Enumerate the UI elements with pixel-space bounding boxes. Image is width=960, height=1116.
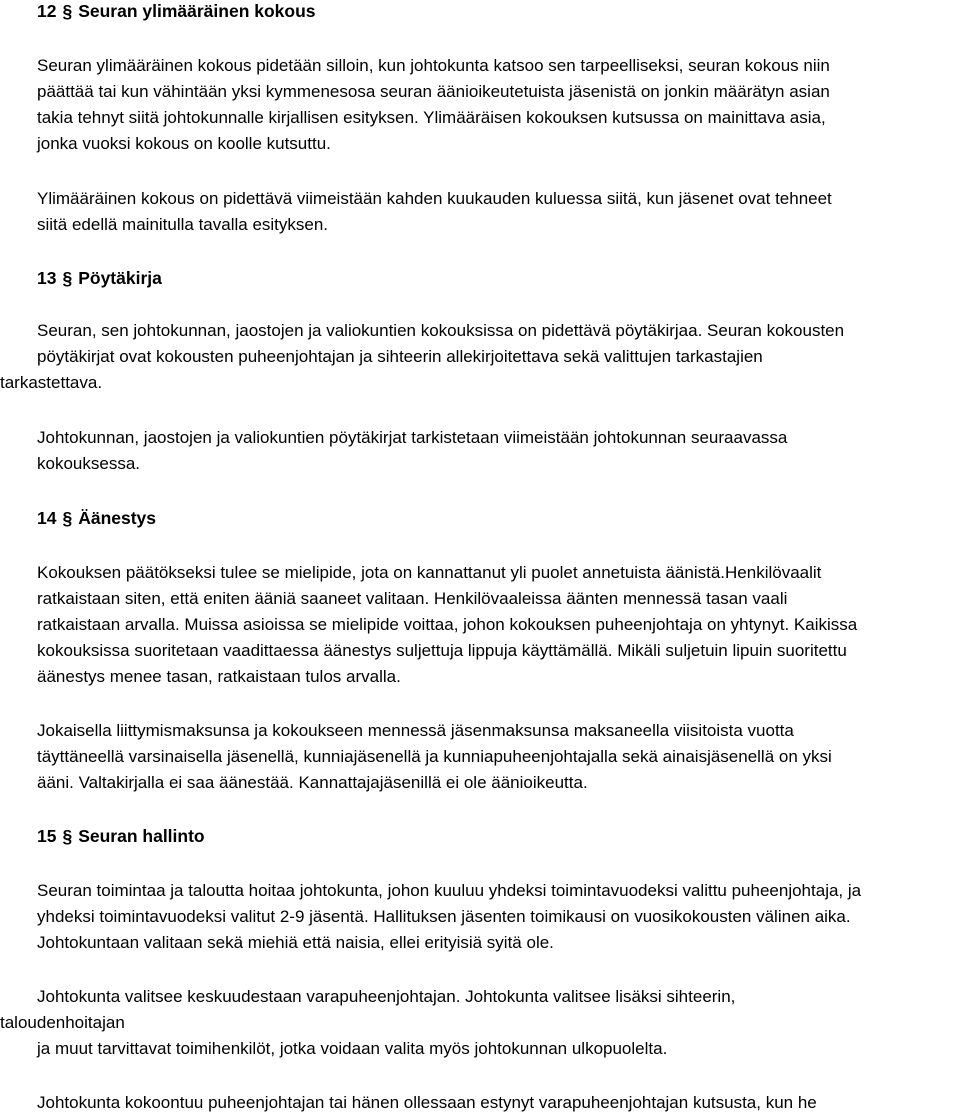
text-line: jonka vuoksi kokous on koolle kutsuttu. bbox=[37, 134, 331, 153]
section-number: 13 bbox=[37, 268, 57, 288]
text-line: Seuran, sen johtokunnan, jaostojen ja valiokuntien kokouksissa on pidettävä pöytäkirjaa. Seuran kokousten bbox=[37, 321, 845, 340]
text-line: ratkaistaan arvalla. Muissa asioissa se mielipide voittaa, johon kokouksen puheenjohtaja on yhtynyt. Kaikissa bbox=[37, 615, 858, 634]
section-heading-12 bbox=[37, 0, 316, 24]
paragraph bbox=[37, 718, 957, 796]
paragraph bbox=[37, 53, 957, 157]
section-title: Pöytäkirja bbox=[78, 268, 162, 288]
text-line: Seuran toimintaa ja taloutta hoitaa johtokunta, johon kuuluu yhdeksi toimintavuodeksi valittu puheenjohtaja, ja bbox=[37, 881, 862, 900]
section-title: Äänestys bbox=[78, 508, 157, 528]
text-line: ääni. Valtakirjalla ei saa äänestää. Kannattajajäsenillä ei ole äänioikeutta. bbox=[37, 773, 588, 792]
text-line: siitä edellä mainitulla tavalla esityksen. bbox=[37, 215, 329, 234]
text-line: Johtokuntaan valitaan sekä miehiä että naisia, ellei erityisiä syitä ole. bbox=[37, 933, 554, 952]
paragraph bbox=[0, 318, 957, 396]
text-line: päättää tai kun vähintään yksi kymmenesosa seuran äänioikeutetuista jäsenistä on jonkin määrätyn asian bbox=[37, 82, 830, 101]
text-line: yhdeksi toimintavuodeksi valitut 2-9 jäsentä. Hallituksen jäsenten toimikausi on vuosikokousten välinen aika. bbox=[37, 907, 851, 926]
text-line: Johtokunnan, jaostojen ja valiokuntien pöytäkirjat tarkistetaan viimeistään johtokunnan seuraavassa bbox=[37, 428, 788, 447]
section-number: 14 bbox=[37, 508, 57, 528]
section-number: 12 bbox=[37, 1, 57, 21]
section-heading-14 bbox=[37, 505, 156, 531]
section-title: Seuran hallinto bbox=[78, 826, 205, 846]
text-line: kokouksissa suoritetaan vaadittaessa äänestys suljettuja lippuja käyttämällä. Mikäli suljetuin lipuin suoritettu bbox=[37, 641, 847, 660]
text-line: Johtokunta kokoontuu puheenjohtajan tai hänen ollessaan estynyt varapuheenjohtajan kutsusta, kun he bbox=[37, 1093, 817, 1112]
text-line: Ylimääräinen kokous on pidettävä viimeistään kahden kuukauden kuluessa siitä, kun jäsenet ovat tehneet bbox=[37, 189, 832, 208]
paragraph bbox=[0, 984, 957, 1062]
paragraph bbox=[37, 186, 957, 238]
text-line: Johtokunta valitsee keskuudestaan varapuheenjohtajan. Johtokunta valitsee lisäksi sihteerin, bbox=[37, 987, 736, 1006]
paragraph bbox=[37, 425, 957, 477]
text-line: Kokouksen päätökseksi tulee se mielipide, jota on kannattanut yli puolet annetuista äänistä.Henkilövaalit bbox=[37, 563, 822, 582]
text-line: pöytäkirjat ovat kokousten puheenjohtajan ja sihteerin allekirjoitettava sekä valittujen tarkastajien bbox=[37, 347, 763, 366]
text-line: äänestys menee tasan, ratkaistaan tulos arvalla. bbox=[37, 667, 401, 686]
section-title: Seuran ylimääräinen kokous bbox=[78, 1, 316, 21]
text-line: taloudenhoitajan bbox=[0, 1013, 125, 1032]
paragraph bbox=[37, 878, 957, 956]
section-symbol: § bbox=[62, 268, 73, 288]
text-line: Seuran ylimääräinen kokous pidetään silloin, kun johtokunta katsoo sen tarpeelliseksi, seuran kokous niin bbox=[37, 56, 830, 75]
section-heading-13 bbox=[37, 265, 162, 291]
section-symbol: § bbox=[62, 1, 73, 21]
text-line: ratkaistaan siten, että eniten ääniä saaneet valitaan. Henkilövaaleissa äänten mennessä tasan vaali bbox=[37, 589, 788, 608]
section-heading-15 bbox=[37, 823, 205, 849]
paragraph bbox=[37, 1090, 957, 1116]
text-line: ja muut tarvittavat toimihenkilöt, jotka voidaan valita myös johtokunnan ulkopuolelta. bbox=[37, 1039, 668, 1058]
text-line: täyttäneellä varsinaisella jäsenellä, kunniajäsenellä ja kunniapuheenjohtajalla sekä ainaisjäsenellä on yksi bbox=[37, 747, 832, 766]
text-line: takia tehnyt siitä johtokunnalle kirjallisen esityksen. Ylimääräisen kokouksen kutsussa on mainittava asia, bbox=[37, 108, 826, 127]
text-line: tarkastettava. bbox=[0, 373, 103, 392]
section-number: 15 bbox=[37, 826, 57, 846]
section-symbol: § bbox=[62, 508, 73, 528]
paragraph bbox=[37, 560, 957, 690]
text-line: Jokaisella liittymismaksunsa ja kokoukseen mennessä jäsenmaksunsa maksaneella viisitoista vuotta bbox=[37, 721, 794, 740]
section-symbol: § bbox=[62, 826, 73, 846]
text-line: kokouksessa. bbox=[37, 454, 140, 473]
